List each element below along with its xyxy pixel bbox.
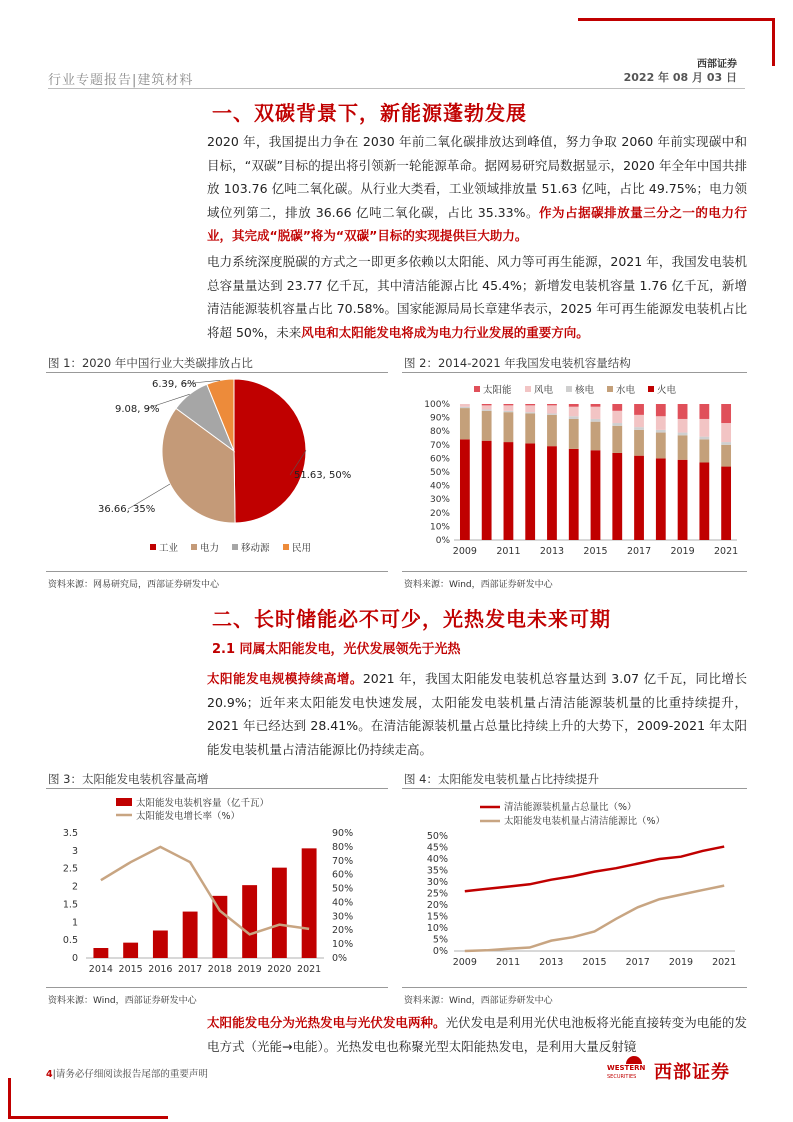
legend-label: 火电 bbox=[657, 385, 677, 396]
fig1-caption: 图 1：2020 年中国行业大类碳排放占比 bbox=[48, 356, 253, 370]
legend-label: 太阳能发电增长率（%） bbox=[136, 811, 241, 822]
x-tick-label: 2015 bbox=[583, 546, 608, 557]
page-number: 4 bbox=[46, 1069, 53, 1080]
y-tick-label-left: 1.5 bbox=[62, 899, 78, 911]
fig2-top-rule bbox=[402, 372, 747, 373]
stacked-bar-segment bbox=[612, 411, 622, 423]
stacked-bar-segment bbox=[569, 404, 579, 407]
y-tick-label-right: 20% bbox=[332, 925, 354, 937]
bar bbox=[93, 948, 108, 958]
section1-paragraph1: 2020 年，我国提出力争在 2030 年前二氧化碳排放达到峰值，努力争取 2060 年前实现碳中和目标，“双碳”目标的提出将引领新一轮能源革命。据网易研究局数据显示，2020 年全年中国共排放 103.76 亿吨二氧化碳。从行业大类看，工业领域排放量 51.63 亿吨，占比 49.75%；电力领域位列第二，排放 36.66 亿吨二氧化碳，占比 35.33%。作为占据碳排放量三分之一的电力行业，其完成“脱碳”将为“双碳”目标的实现提供巨大助力。 bbox=[207, 134, 747, 243]
y-tick-label: 45% bbox=[426, 842, 448, 854]
pie-data-label: 6.39, 6% bbox=[152, 379, 197, 390]
y-tick-label-right: 70% bbox=[332, 855, 354, 867]
x-tick-label: 2017 bbox=[626, 546, 652, 557]
stacked-bar-segment bbox=[547, 446, 557, 540]
section2-subtitle: 2.1 同属太阳能发电，光伏发展领先于光热 bbox=[212, 642, 461, 657]
stacked-bar-segment bbox=[482, 441, 492, 540]
stacked-bar-segment bbox=[525, 412, 535, 413]
x-tick-label: 2013 bbox=[539, 546, 565, 557]
stacked-bar-segment bbox=[699, 404, 709, 419]
stacked-bar-segment bbox=[525, 404, 535, 405]
pie-slice bbox=[234, 379, 306, 523]
y-tick-label: 60% bbox=[429, 454, 450, 465]
x-tick-label: 2015 bbox=[582, 957, 607, 968]
stacked-bar-segment bbox=[569, 407, 579, 417]
stacked-bar-segment bbox=[460, 404, 470, 407]
x-tick-label: 2021 bbox=[297, 964, 322, 975]
legend-swatch bbox=[191, 544, 197, 550]
fig3-caption: 图 3：太阳能发电装机容量高增 bbox=[48, 772, 209, 786]
legend-swatch bbox=[283, 544, 289, 550]
stacked-bar-segment bbox=[591, 419, 601, 422]
y-tick-label: 50% bbox=[429, 468, 450, 478]
stacked-bar-segment bbox=[721, 423, 731, 442]
stacked-bar-segment bbox=[656, 433, 666, 459]
logo-english-sub: SECURITIES bbox=[607, 1074, 637, 1080]
y-tick-label-left: 3.5 bbox=[62, 828, 78, 839]
x-tick-label: 2019 bbox=[237, 964, 262, 975]
bar bbox=[302, 848, 317, 958]
stacked-bar-segment bbox=[569, 416, 579, 419]
stacked-bar-segment bbox=[525, 443, 535, 540]
header-divider bbox=[48, 88, 745, 89]
y-tick-label: 80% bbox=[429, 427, 450, 438]
stacked-bar-segment bbox=[591, 407, 601, 419]
legend-label: 移动源 bbox=[241, 543, 270, 554]
stacked-bar-segment bbox=[482, 405, 492, 409]
stacked-bar-segment bbox=[612, 404, 622, 411]
y-tick-label-left: 1 bbox=[71, 917, 78, 929]
pie-data-label: 51.63, 50% bbox=[294, 470, 352, 481]
y-tick-label-right: 60% bbox=[332, 869, 354, 881]
logo-english: WESTERN bbox=[607, 1064, 646, 1072]
y-tick-label-right: 50% bbox=[332, 883, 354, 895]
legend-swatch bbox=[607, 386, 613, 392]
fig4-bottom-rule bbox=[402, 987, 747, 988]
legend-swatch bbox=[474, 386, 480, 392]
x-tick-label: 2011 bbox=[496, 546, 521, 557]
fig2-bottom-rule bbox=[402, 571, 747, 572]
stacked-bar-segment bbox=[612, 426, 622, 453]
y-tick-label: 50% bbox=[426, 831, 448, 842]
stacked-bar-segment bbox=[482, 404, 492, 405]
stacked-bar-segment bbox=[569, 449, 579, 540]
stacked-bar-segment bbox=[678, 460, 688, 540]
stacked-bar-segment bbox=[504, 411, 514, 412]
stacked-bar-segment bbox=[525, 414, 535, 444]
y-tick-label: 30% bbox=[426, 877, 448, 888]
legend-label: 风电 bbox=[534, 385, 554, 396]
y-tick-label-right: 90% bbox=[332, 828, 354, 839]
legend-swatch bbox=[648, 386, 654, 392]
y-tick-label: 0% bbox=[435, 536, 450, 546]
stacked-bar-segment bbox=[634, 456, 644, 540]
stacked-bar-segment bbox=[547, 414, 557, 415]
fig3-bar-line-chart bbox=[46, 790, 388, 986]
legend-label: 工业 bbox=[159, 543, 179, 554]
stacked-bar-segment bbox=[504, 404, 514, 405]
stacked-bar-segment bbox=[612, 453, 622, 540]
stacked-bar-segment bbox=[721, 467, 731, 540]
stacked-bar-segment bbox=[699, 462, 709, 540]
y-tick-label-left: 2.5 bbox=[62, 863, 78, 875]
x-tick-label: 2013 bbox=[539, 957, 564, 968]
corner-decoration-bottom bbox=[8, 1116, 168, 1119]
section3-paragraph: 太阳能发电分为光热发电与光伏发电两种。光伏发电是利用光伏电池板将光能直接转变为电能的发电方式（光能→电能）。光热发电也称聚光型太阳能热发电，是利用大量反射镜 bbox=[207, 1015, 747, 1054]
stacked-bar-segment bbox=[634, 427, 644, 430]
fig4-source: 资料来源：Wind，西部证券研发中心 bbox=[404, 996, 553, 1006]
bar bbox=[272, 868, 287, 958]
stacked-bar-segment bbox=[612, 423, 622, 426]
y-tick-label: 90% bbox=[429, 413, 450, 424]
fig1-bottom-rule bbox=[46, 571, 388, 572]
bar bbox=[153, 931, 168, 959]
stacked-bar-segment bbox=[721, 442, 731, 445]
legend-label: 核电 bbox=[575, 385, 595, 396]
stacked-bar-segment bbox=[699, 419, 709, 437]
legend-label: 水电 bbox=[616, 385, 636, 396]
report-category: 行业专题报告|建筑材料 bbox=[48, 73, 194, 88]
section2-title: 二、长时储能必不可少，光热发电未来可期 bbox=[212, 607, 611, 631]
x-tick-label: 2017 bbox=[178, 964, 203, 975]
y-tick-label-right: 0% bbox=[332, 953, 348, 964]
fig4-line-chart bbox=[402, 790, 747, 986]
stacked-bar-segment bbox=[525, 405, 535, 412]
stacked-bar-segment bbox=[504, 405, 514, 410]
fig4-caption: 图 4：太阳能发电装机量占比持续提升 bbox=[404, 772, 599, 786]
x-tick-label: 2018 bbox=[207, 964, 232, 975]
y-tick-label-left: 0.5 bbox=[62, 935, 78, 947]
stacked-bar-segment bbox=[678, 435, 688, 459]
legend-swatch bbox=[116, 798, 132, 806]
report-date: 2022 年 08 月 03 日 bbox=[623, 71, 737, 84]
x-tick-label: 2017 bbox=[625, 957, 650, 968]
x-tick-label: 2019 bbox=[668, 957, 694, 968]
x-tick-label: 2011 bbox=[495, 957, 521, 968]
stacked-bar-segment bbox=[569, 419, 579, 449]
y-tick-label: 100% bbox=[424, 400, 450, 410]
fig2-source: 资料来源：Wind，西部证券研发中心 bbox=[404, 580, 553, 590]
fig3-bottom-rule bbox=[46, 987, 388, 988]
stacked-bar-segment bbox=[547, 404, 557, 405]
bar bbox=[123, 943, 138, 958]
fig3-top-rule bbox=[46, 788, 388, 789]
x-tick-label: 2016 bbox=[148, 964, 173, 975]
header-brand: 西部证券 bbox=[697, 59, 737, 70]
bar bbox=[212, 896, 227, 958]
stacked-bar-segment bbox=[482, 411, 492, 441]
footer-disclaimer: 4|请务必仔细阅读报告尾部的重要声明 bbox=[46, 1069, 208, 1080]
legend-swatch bbox=[232, 544, 238, 550]
y-tick-label: 35% bbox=[426, 865, 448, 877]
y-tick-label: 5% bbox=[432, 934, 448, 946]
stacked-bar-segment bbox=[656, 458, 666, 540]
fig1-pie-chart bbox=[46, 374, 388, 570]
x-tick-label: 2021 bbox=[714, 546, 739, 557]
x-tick-label: 2020 bbox=[267, 964, 292, 975]
stacked-bar-segment bbox=[504, 412, 514, 442]
stacked-bar-segment bbox=[721, 404, 731, 423]
stacked-bar-segment bbox=[482, 409, 492, 410]
legend-label: 清洁能源装机量占总量比（%） bbox=[504, 802, 637, 813]
legend-swatch bbox=[566, 386, 572, 392]
y-tick-label: 40% bbox=[426, 854, 448, 865]
stacked-bar-segment bbox=[634, 415, 644, 427]
legend-label: 民用 bbox=[292, 543, 312, 554]
fig2-caption: 图 2：2014-2021 年我国发电装机容量结构 bbox=[404, 356, 631, 370]
y-tick-label-left: 0 bbox=[71, 953, 78, 964]
fig3-source: 资料来源：Wind，西部证券研发中心 bbox=[48, 996, 197, 1006]
y-tick-label: 0% bbox=[432, 946, 448, 957]
corner-decoration-bottom-vertical bbox=[8, 1078, 11, 1118]
section2-paragraph: 太阳能发电规模持续高增。2021 年，我国太阳能发电装机总容量达到 3.07 亿千瓦，同比增长 20.9%；近年来太阳能发电快速发展，太阳能发电装机量占清洁能源装机量的比重持续提升，2021 年已经达到 28.41%。在清洁能源装机量占总量比持续上升的大势下，2009-2021 年太阳能发电装机量占清洁能源比仍持续走高。 bbox=[207, 671, 747, 757]
stacked-bar-segment bbox=[547, 405, 557, 413]
stacked-bar-segment bbox=[547, 415, 557, 446]
y-tick-label: 25% bbox=[426, 888, 448, 900]
stacked-bar-segment bbox=[699, 437, 709, 440]
y-tick-label-right: 80% bbox=[332, 841, 354, 853]
x-tick-label: 2009 bbox=[452, 957, 477, 968]
y-tick-label-right: 40% bbox=[332, 897, 354, 909]
stacked-bar-segment bbox=[591, 450, 601, 540]
corner-decoration-top-vertical bbox=[772, 18, 775, 66]
pie-data-label: 9.08, 9% bbox=[115, 404, 160, 415]
legend-swatch bbox=[150, 544, 156, 550]
x-tick-label: 2019 bbox=[670, 546, 695, 557]
fig1-source: 资料来源：网易研究局，西部证券研发中心 bbox=[48, 580, 220, 590]
y-tick-label: 15% bbox=[426, 911, 448, 923]
fig4-top-rule bbox=[402, 788, 747, 789]
series-line bbox=[465, 886, 724, 951]
y-tick-label: 10% bbox=[426, 923, 448, 934]
x-tick-label: 2009 bbox=[452, 546, 477, 557]
y-tick-label: 40% bbox=[429, 481, 450, 492]
bar bbox=[242, 885, 257, 958]
stacked-bar-segment bbox=[634, 430, 644, 456]
stacked-bar-segment bbox=[656, 416, 666, 430]
x-tick-label: 2014 bbox=[88, 964, 113, 975]
stacked-bar-segment bbox=[460, 408, 470, 439]
x-tick-label: 2021 bbox=[712, 957, 737, 968]
legend-swatch bbox=[525, 386, 531, 392]
stacked-bar-segment bbox=[656, 430, 666, 433]
x-tick-label: 2015 bbox=[118, 964, 143, 975]
legend-label: 电力 bbox=[200, 543, 220, 554]
stacked-bar-segment bbox=[460, 439, 470, 540]
y-tick-label: 20% bbox=[429, 508, 450, 519]
stacked-bar-segment bbox=[460, 407, 470, 408]
stacked-bar-segment bbox=[591, 422, 601, 451]
y-tick-label: 70% bbox=[429, 440, 450, 451]
stacked-bar-segment bbox=[504, 442, 514, 540]
stacked-bar-segment bbox=[678, 404, 688, 419]
section1-title: 一、双碳背景下，新能源蓬勃发展 bbox=[212, 101, 527, 125]
pie-data-label: 36.66, 35% bbox=[98, 504, 156, 515]
y-tick-label-right: 10% bbox=[332, 939, 354, 951]
y-tick-label-left: 3 bbox=[71, 845, 78, 857]
y-tick-label: 30% bbox=[429, 495, 450, 506]
stacked-bar-segment bbox=[591, 404, 601, 407]
corner-decoration-top bbox=[578, 18, 774, 21]
logo-chinese: 西部证券 bbox=[654, 1062, 730, 1083]
stacked-bar-segment bbox=[678, 433, 688, 436]
stacked-bar-segment bbox=[634, 404, 644, 415]
y-tick-label: 10% bbox=[429, 522, 450, 533]
legend-label: 太阳能发电装机量占清洁能源比（%） bbox=[504, 816, 666, 827]
fig2-stacked-bar-chart bbox=[402, 374, 747, 570]
section1-paragraph2: 电力系统深度脱碳的方式之一即更多依赖以太阳能、风力等可再生能源，2021 年，我国发电装机总容量量达到 23.77 亿千瓦，其中清洁能源占比 45.4%；新增发电装机容量 1.76 亿千瓦，新增清洁能源装机容量占比 70.58%。国家能源局局长章建华表示，2025 年可再生能源发电装机占比将超 50%，未来风电和太阳能发电将成为电力行业发展的重要方向。 bbox=[207, 254, 747, 340]
stacked-bar-segment bbox=[678, 419, 688, 433]
y-tick-label-left: 2 bbox=[71, 881, 78, 893]
legend-label: 太阳能发电装机容量（亿千瓦） bbox=[136, 798, 270, 809]
stacked-bar-segment bbox=[721, 445, 731, 467]
y-tick-label: 20% bbox=[426, 900, 448, 911]
legend-label: 太阳能 bbox=[483, 385, 512, 396]
bar bbox=[183, 912, 198, 958]
stacked-bar-segment bbox=[699, 439, 709, 462]
y-tick-label-right: 30% bbox=[332, 911, 354, 923]
fig1-top-rule bbox=[46, 372, 388, 373]
stacked-bar-segment bbox=[656, 404, 666, 416]
series-line bbox=[465, 847, 724, 892]
